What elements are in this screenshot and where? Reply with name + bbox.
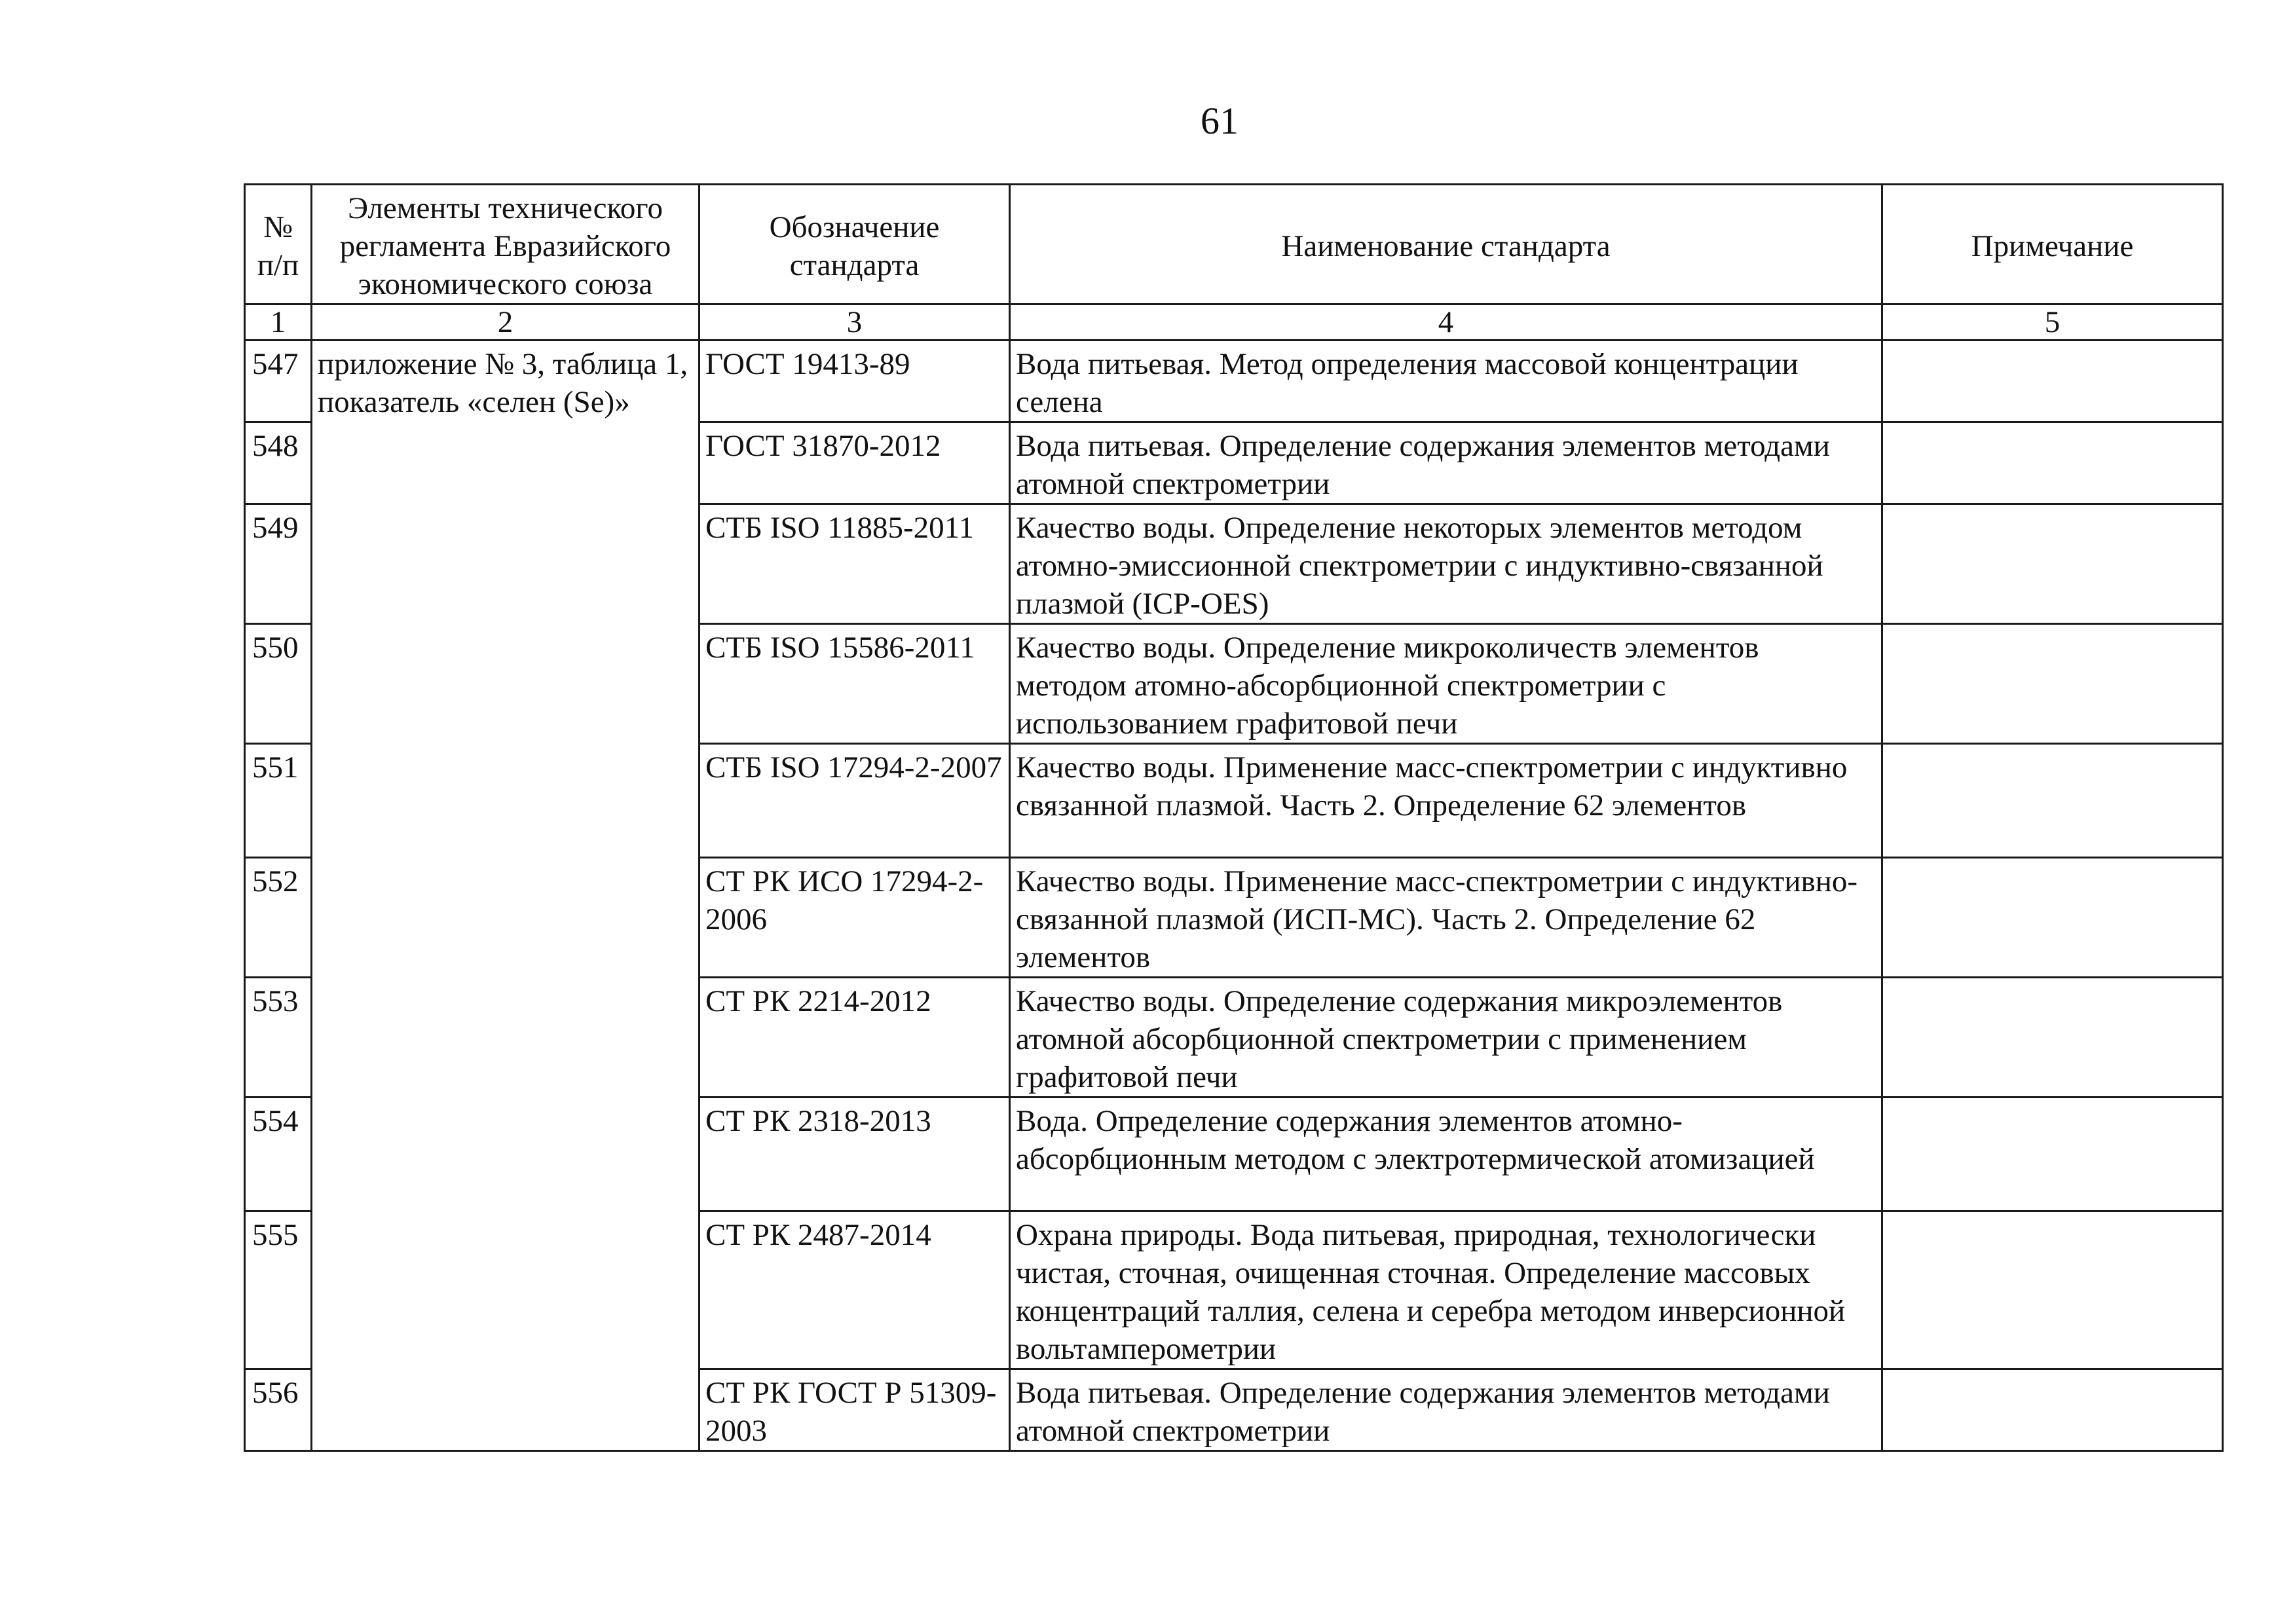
column-number: 3	[700, 304, 1010, 341]
column-number: 4	[1010, 304, 1882, 341]
regulation-element-cell: приложение № 3, таблица 1, показатель «селен (Se)»	[312, 341, 700, 1451]
standard-note	[1882, 978, 2223, 1098]
standard-note	[1882, 1211, 2223, 1369]
standard-name: Вода питьевая. Определение содержания элементов методами атомной спектрометрии	[1010, 1369, 1882, 1451]
column-number: 2	[312, 304, 700, 341]
standard-note	[1882, 1098, 2223, 1211]
standard-name: Вода. Определение содержания элементов атомно-абсорбционным методом с электротермической атомизацией	[1010, 1098, 1882, 1211]
standards-table	[244, 183, 2224, 1452]
standard-designation: ГОСТ 19413-89	[700, 341, 1010, 422]
standard-name: Качество воды. Определение микроколичеств элементов методом атомно-абсорбционной спектрометрии с использованием графитовой печи	[1010, 624, 1882, 744]
standard-designation: СТБ ISO 15586-2011	[700, 624, 1010, 744]
row-number: 553	[245, 978, 312, 1098]
standard-designation: СТ РК 2214-2012	[700, 978, 1010, 1098]
page-number: 61	[1201, 100, 1239, 142]
column-number: 1	[245, 304, 312, 341]
row-number: 554	[245, 1098, 312, 1211]
standard-note	[1882, 624, 2223, 744]
column-number: 5	[1882, 304, 2223, 341]
row-number: 550	[245, 624, 312, 744]
standard-note	[1882, 744, 2223, 858]
table-row	[245, 341, 2223, 422]
row-number: 547	[245, 341, 312, 422]
row-number: 551	[245, 744, 312, 858]
column-number-row	[245, 304, 2223, 341]
standard-note	[1882, 422, 2223, 504]
row-number: 555	[245, 1211, 312, 1369]
header-elements: Элементы технического регламента Евразийского экономического союза	[312, 185, 700, 304]
table-header-row	[245, 185, 2223, 304]
row-number: 549	[245, 504, 312, 624]
standard-designation: СТ РК 2318-2013	[700, 1098, 1010, 1211]
standard-designation: СТ РК 2487-2014	[700, 1211, 1010, 1369]
row-number: 556	[245, 1369, 312, 1451]
standard-note	[1882, 1369, 2223, 1451]
header-designation: Обозначение стандарта	[700, 185, 1010, 304]
header-number: № п/п	[245, 185, 312, 304]
row-number: 548	[245, 422, 312, 504]
standard-name: Вода питьевая. Определение содержания элементов методами атомной спектрометрии	[1010, 422, 1882, 504]
standard-designation: СТБ ISO 17294-2-2007	[700, 744, 1010, 858]
standard-name: Охрана природы. Вода питьевая, природная, технологически чистая, сточная, очищенная сточная. Определение массовых концентраций таллия, селена и серебра методом инверсионной вольтамперометрии	[1010, 1211, 1882, 1369]
standard-designation: СТБ ISO 11885-2011	[700, 504, 1010, 624]
standard-name: Качество воды. Применение масс-спектрометрии с индуктивно связанной плазмой. Часть 2. Определение 62 элементов	[1010, 744, 1882, 858]
header-note: Примечание	[1882, 185, 2223, 304]
header-standard-name: Наименование стандарта	[1010, 185, 1882, 304]
standard-note	[1882, 341, 2223, 422]
standard-note	[1882, 858, 2223, 978]
standard-designation: ГОСТ 31870-2012	[700, 422, 1010, 504]
standard-name: Качество воды. Определение некоторых элементов методом атомно-эмиссионной спектрометрии с индуктивно-связанной плазмой (ICP-OES)	[1010, 504, 1882, 624]
standard-name: Качество воды. Применение масс-спектрометрии с индуктивно-связанной плазмой (ИСП-МС). Часть 2. Определение 62 элементов	[1010, 858, 1882, 978]
row-number: 552	[245, 858, 312, 978]
standard-name: Качество воды. Определение содержания микроэлементов атомной абсорбционной спектрометрии с применением графитовой печи	[1010, 978, 1882, 1098]
standard-note	[1882, 504, 2223, 624]
standard-designation: СТ РК ИСО 17294-2-2006	[700, 858, 1010, 978]
standard-name: Вода питьевая. Метод определения массовой концентрации селена	[1010, 341, 1882, 422]
standard-designation: СТ РК ГОСТ Р 51309-2003	[700, 1369, 1010, 1451]
